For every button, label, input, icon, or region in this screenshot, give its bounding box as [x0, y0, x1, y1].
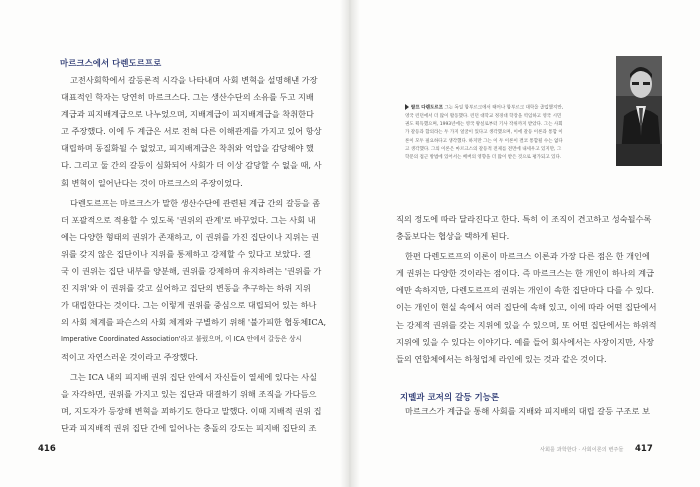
paragraph	[61, 195, 326, 366]
text-line: 계급과 피지배계급으로 나누었으며, 지배계급이 피지배계급을 착취한다	[61, 109, 314, 120]
text-line: 고전사회학에서 갈등론적 시각을 나타내며 사회 변혁을 설명해낸 가장	[70, 75, 318, 85]
text-line: 지위에 있을 수 있다는 이야기다. 예를 들어 회사에서는 사장이지만, 사장	[396, 336, 654, 347]
text-line: 직의 정도에 따라 달라진다고 한다. 특히 이 조직이 견고하고 성숙될수록	[396, 214, 652, 224]
section-title: 마르크스에서 다렌도르프로	[60, 58, 162, 68]
author-photo	[616, 56, 662, 166]
paragraph	[61, 369, 326, 437]
text-line: 는 강제적 권위를 갖는 지위에 있을 수 있으며, 또 어떤 집단에서는 하위적	[396, 319, 657, 330]
text-line: 더 포괄적으로 적용할 수 있도록 '권위의 관계'로 바꾸었다. 그는 사회 내	[61, 214, 316, 225]
caption-line: 권도 획득했으며, 1993년에는 영국 왕실로부터 기사 작위까지 받았다. 그는 사회	[405, 122, 563, 128]
caption-line	[405, 104, 613, 113]
text-line: 에만 속하지만, 다렌도르프의 권위는 개인이 속한 집단마다 다를 수 있다.	[396, 285, 654, 296]
right-body	[396, 211, 657, 368]
caption-name: 랄프 다렌도르프	[411, 105, 443, 111]
caption-line: 영국 런던에서 더 많이 활동했다. 런던 대학교 정경대 학장을 역임하고 영국 시민	[405, 113, 562, 119]
text-line: 적이고 자연스러운 것이라고 주장했다.	[61, 351, 198, 362]
book-gutter	[340, 0, 360, 487]
text-line: 고 주장했다. 이에 두 계급은 서로 전혀 다른 이해관계를 가지고 있어 항상	[61, 126, 322, 137]
left-body	[61, 72, 326, 437]
photo-caption	[405, 104, 613, 163]
text-line: 들의 연합체에서는 하청업체 라인에 있는 것과 같은 것이다.	[396, 353, 607, 364]
text-line: 다렌도르프는 마르크스가 말한 생산수단에 관련된 계급 간의 갈등을 좀	[70, 197, 321, 208]
text-line: 다. 그리고 둘 간의 갈등이 심화되어 사회가 더 이상 감당할 수 없을 때, 사	[61, 160, 322, 171]
text-line: 국 이 권위는 집단 내부를 양분해, 권위를 강제하며 유지하려는 '권위를 가	[61, 266, 322, 277]
caption-line: 론이 모두 필요하다고 생각했다. 하지만 그는 이 두 이론이 결코 통합될 수는 없다	[405, 138, 563, 144]
text-line: 에는 다양한 형태의 권위가 존재하고, 이 권위를 가진 집단이나 지위는 권	[61, 231, 319, 242]
text-line: 위를 갖지 않은 집단이나 지위를 통제하고 강제할 수 있다고 보았다. 결	[61, 248, 312, 259]
text-line: 대표적인 학자는 당연히 마르크스다. 그는 생산수단의 소유를 두고 지배	[61, 92, 314, 103]
caption-line: 학문의 접근 방법에 있어서는 베버의 영향을 더 많이 받은 것으로 평가되고 있다.	[405, 155, 562, 161]
caption-marker-icon	[405, 104, 409, 110]
caption-line: 가 갈등과 합의라는 두 가지 얼굴이 있다고 생각했으며, 이에 갈등 이론과 통합 이	[405, 130, 563, 136]
paragraph	[61, 72, 326, 192]
section-title: 지멜과 코저의 갈등 기능론	[400, 392, 500, 402]
caption-line: 고 생각했다. 그의 이론은 마르크스의 갈등적 전제를 전면에 내세우고 있지만, 그	[405, 146, 562, 152]
text-line: 을 자각하면, 권위를 가지고 있는 집단과 대결하기 위해 조직을 가다듬으	[61, 388, 317, 399]
text-line: 며, 지도자가 등장해 변혁을 꾀하기도 한다고 말했다. 이때 지배적 권위 집	[61, 405, 322, 416]
text-line: 회 변혁이 일어난다는 것이 마르크스의 주장이었다.	[61, 177, 243, 188]
text-line: 진 지위'와 이 권위를 갖고 싶어하고 집단의 변동을 추구하는 하위 지위	[61, 283, 311, 294]
text-line: 그는 ICA 내의 피지배 권위 집단 안에서 자신들이 열세에 있다는 사실	[70, 371, 318, 382]
text-line: 가 대립한다는 것이다. 그는 이렇게 권위를 중심으로 대립되어 있는 하나	[61, 300, 317, 311]
text-line: 대립하며 동질화될 수 없었고, 피지배계급은 착취와 억압을 감당해야 했	[61, 143, 314, 154]
running-head: 사회를 과학한다 · 사회이론의 변주들	[540, 447, 624, 453]
text-line: 마르크스가 계급을 통해 사회를 지배와 피지배의 대립 갈등 구조로 보	[405, 406, 650, 416]
text-line: 충돌보다는 협상을 택하게 된다.	[396, 231, 510, 242]
text-line: 단과 피지배적 권위 집단 간에 일어나는 충돌의 강도는 피지배 집단의 조	[61, 422, 317, 433]
portrait-image	[616, 56, 662, 166]
text-line: 한편 다렌도르프의 이론이 마르크스 이론과 가장 다른 점은 한 개인에	[405, 251, 650, 262]
text-line: 이는 개인이 현실 속에서 여러 집단에 속해 있고, 이에 따라 어떤 집단에서	[396, 302, 657, 313]
page-number-left: 416	[38, 444, 56, 454]
paragraph	[396, 248, 657, 368]
paragraph	[396, 211, 657, 245]
caption-text: 그는 독일 함부르크에서 태어나 함부르크 대학을 졸업했지만,	[444, 105, 564, 111]
page-number-right: 417	[635, 444, 653, 454]
text-line: 의 사회 체계를 파슨스의 사회 체계와 구별하기 위해 '불가피한 협동체ICA,	[61, 317, 327, 328]
section-body	[396, 403, 650, 420]
text-line: 게 권위는 다양한 것이라는 점이다. 즉 마르크스는 한 개인이 하나의 계급	[396, 268, 654, 279]
text-line: Imperative Coordinated Association'라고 불렀으며, 이 ICA 안에서 갈등은 상시	[61, 335, 302, 344]
